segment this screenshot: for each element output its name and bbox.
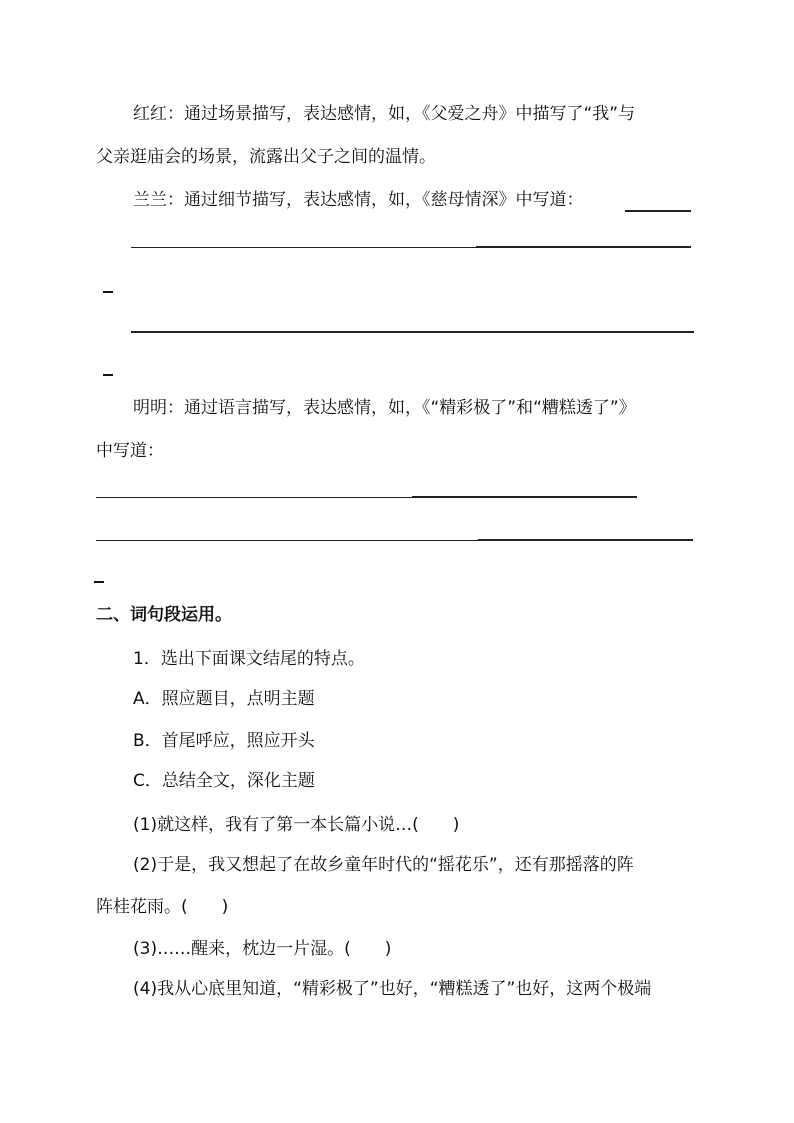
- answer-blank[interactable]: [131, 247, 476, 248]
- item-4: (4)我从心底里知道，“精彩极了”也好，“糟糕透了”也好，这两个极端: [133, 979, 652, 999]
- mingming-line-1: 明明：通过语言描写，表达感情，如，《“精彩极了”和“糟糕透了”》: [133, 398, 636, 418]
- question-1-prompt: 1．选出下面课文结尾的特点。: [133, 649, 365, 669]
- answer-blank[interactable]: [96, 497, 412, 498]
- honghong-line-2: 父亲逛庙会的场景，流露出父子之间的温情。: [96, 147, 436, 167]
- option-b: B．首尾呼应，照应开头: [133, 731, 315, 751]
- item-2-line-2: 阵桂花雨。( ): [96, 897, 229, 917]
- section-heading: 二、词句段运用。: [96, 605, 232, 625]
- item-2-line-1: (2)于是，我又想起了在故乡童年时代的“摇花乐”，还有那摇落的阵: [133, 855, 634, 875]
- answer-blank[interactable]: [96, 540, 478, 541]
- mingming-line-2: 中写道：: [96, 441, 164, 461]
- answer-blank[interactable]: [476, 246, 691, 248]
- blank-end-mark: [103, 374, 113, 376]
- option-a: A．照应题目，点明主题: [133, 689, 315, 709]
- lanlan-line: 兰兰：通过细节描写，表达感情，如，《慈母情深》中写道：: [133, 190, 584, 210]
- honghong-line-1: 红红：通过场景描写，表达感情，如，《父爱之舟》中描写了“我”与: [133, 104, 636, 124]
- item-3: (3)……醒来，枕边一片湿。( ): [133, 939, 392, 959]
- answer-blank[interactable]: [625, 210, 691, 212]
- answer-blank[interactable]: [412, 496, 637, 498]
- blank-end-mark: [94, 581, 104, 583]
- option-c: C．总结全文，深化主题: [133, 771, 315, 791]
- answer-blank[interactable]: [478, 539, 693, 541]
- answer-blank[interactable]: [131, 331, 694, 333]
- item-1: (1)就这样，我有了第一本长篇小说…( ): [133, 815, 460, 835]
- blank-end-mark: [103, 291, 113, 293]
